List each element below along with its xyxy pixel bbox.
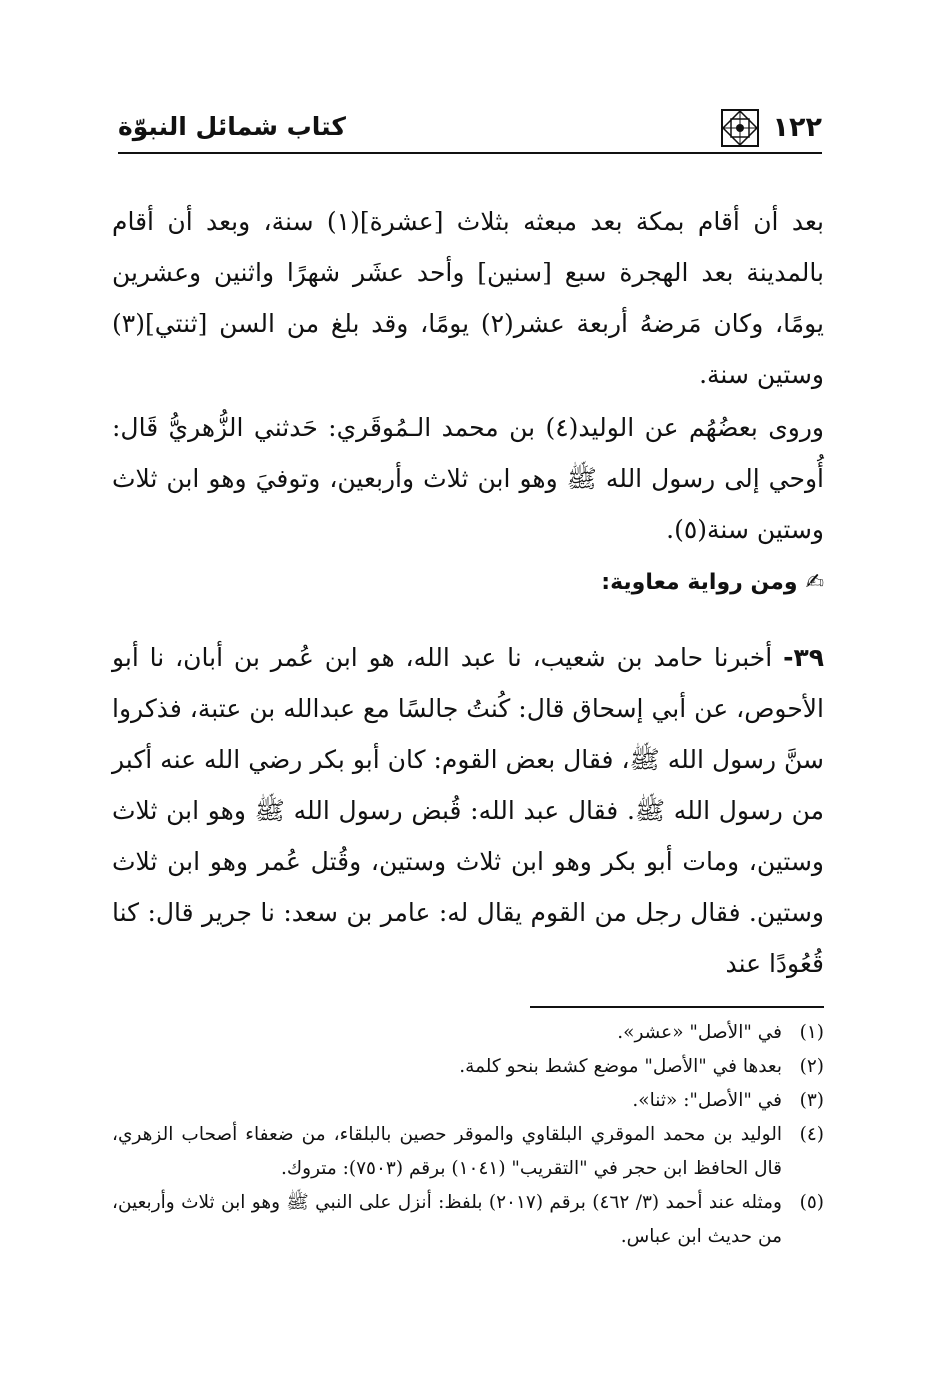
- hadith-text: أخبرنا حامد بن شعيب، نا عبد الله، هو ابن عُمر بن أبان، نا أبو الأحوص، عن أبي إسحاق قال: كُنتُ جالسًا مع عبدالله بن عتبة، فذكروا سنَّ رسول الله ﷺ، فقال بعض القوم: كان أبو بكر رضي الله عنه أكبر من رسول الله ﷺ. فقال عبد الله: قُبض رسول الله ﷺ وهو ابن ثلاث وستين، ومات أبو بكر وهو ابن ثلاث وستين، وقُتل عُمر وهو ابن ثلاث وستين. فقال رجل من القوم يقال له: عامر بن سعد: نا جرير قال: كنا قُعُودًا عند: [112, 643, 824, 978]
- footnote-number: (١): [799, 1022, 824, 1043]
- paragraph-1: بعد أن أقام بمكة بعد مبعثه بثلاث [عشرة](١) سنة، وبعد أن أقام بالمدينة بعد الهجرة سبع [سنين] وأحد عشَر شهرًا واثنين وعشرين يومًا، وكان مَرضهُ أربعة عشر(٢) يومًا، وقد بلغ من السن [ثنتي](٣) وستين سنة.: [112, 207, 824, 389]
- footnote-number: (٢): [799, 1056, 824, 1077]
- header-rule: [118, 152, 822, 154]
- footnote-text: ومثله عند أحمد (٣/ ٤٦٢) برقم (٢٠١٧) بلفظ: أنزل على النبي ﷺ وهو ابن ثلاث وأربعين، من حديث ابن عباس.: [112, 1192, 782, 1247]
- footnote-rule: [530, 1006, 824, 1008]
- paragraph-3: [112, 632, 824, 989]
- page-number: ١٢٢: [772, 112, 822, 143]
- pen-icon: ✍: [805, 570, 824, 595]
- hadith-number: ٣٩-: [783, 643, 824, 672]
- footnote-2: [112, 1050, 824, 1084]
- section-heading: [112, 563, 824, 603]
- section-heading-text: ومن رواية معاوية:: [601, 570, 798, 595]
- footnote-5: [112, 1186, 824, 1254]
- footnote-text: بعدها في "الأصل" موضع كشط بنحو كلمة.: [459, 1056, 782, 1077]
- footnote-number: (٥): [799, 1192, 824, 1213]
- footnotes: [112, 1016, 824, 1254]
- ornament-icon: [720, 108, 760, 148]
- footnote-3: [112, 1084, 824, 1118]
- footnote-text: في "الأصل": «ثنا».: [632, 1090, 782, 1111]
- book-title: كتاب شمائل النبوّة: [118, 112, 346, 141]
- footnote-text: الوليد بن محمد الموقري البلقاوي والموقر حصين بالبلقاء، من ضعفاء أصحاب الزهري، قال الحافظ ابن حجر في "التقريب" (١٠٤١) برقم (٧٥٠٣): متروك.: [112, 1124, 782, 1179]
- footnote-number: (٣): [799, 1090, 824, 1111]
- footnote-4: [112, 1118, 824, 1186]
- footnote-number: (٤): [799, 1124, 824, 1145]
- paragraph-2: وروى بعضُهُم عن الوليد(٤) بن محمد الـمُوقَري: حَدثني الزُّهريُّ قَال: أُوحي إلى رسول الله ﷺ وهو ابن ثلاث وأربعين، وتوفيَ وهو ابن ثلاث وستين سنة(٥).: [112, 413, 824, 544]
- page-header: [118, 108, 822, 154]
- footnote-text: في "الأصل" «عشر».: [617, 1022, 782, 1043]
- footnote-1: [112, 1016, 824, 1050]
